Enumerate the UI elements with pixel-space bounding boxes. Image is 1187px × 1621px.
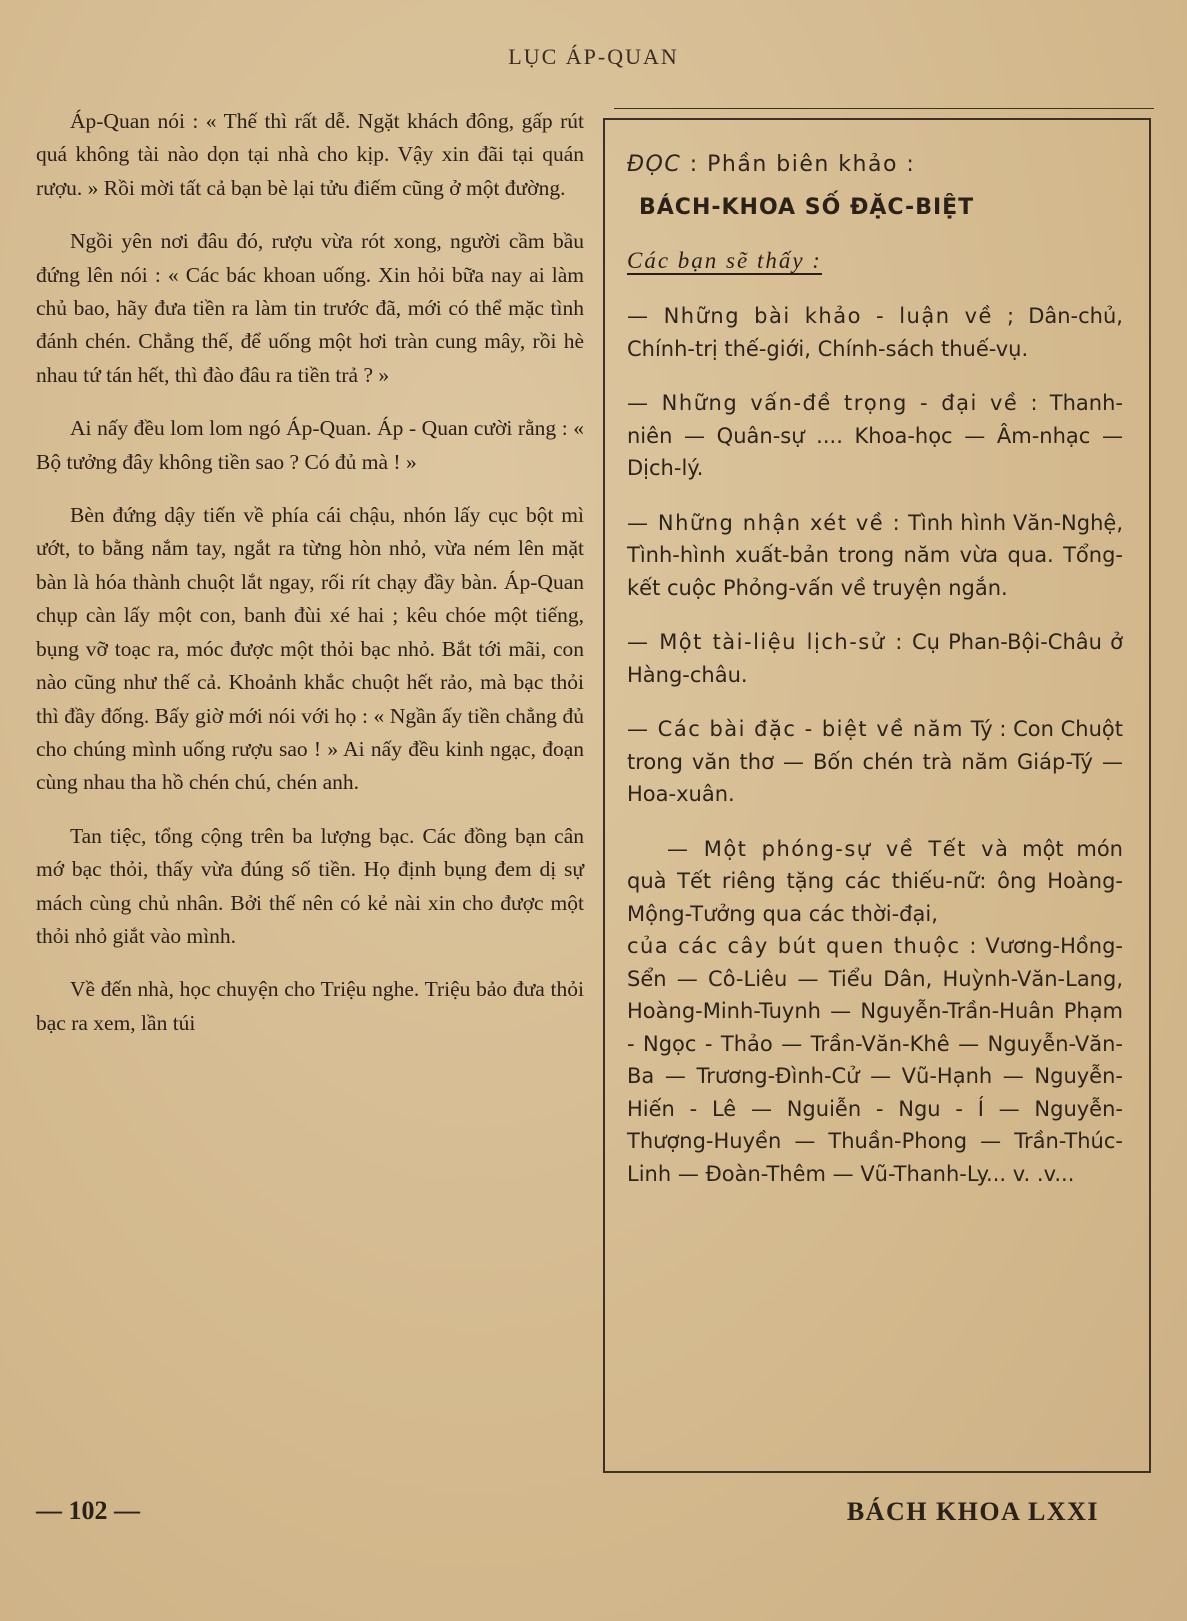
ad-item-text: Thanh-niên — Quân-sự .... Khoa-học — Âm-nhạc — Dịch-lý.	[627, 391, 1123, 480]
running-header: LỤC ÁP-QUAN	[508, 44, 679, 69]
magazine-issue: BÁCH KHOA LXXI	[846, 1497, 1099, 1526]
ad-item-lead: — Những vấn-đề trọng - đại về :	[627, 391, 1040, 415]
ad-item-text: Tý : Con Chuột trong văn thơ — Bốn chén trà năm Giáp-Tý — Hoa-xuân.	[627, 717, 1123, 806]
ad-subheading: Các bạn sẽ thấy :	[627, 248, 822, 273]
story-paragraph: Bèn đứng dậy tiến về phía cái chậu, nhón lấy cục bột mì ướt, to bằng nắm tay, ngắt ra từng hòn nhỏ, vừa ném lên mặt bàn là hóa thành chuột lắt ngay, rối rít chạy đầy bàn. Áp-Quan chụp càn lấy một con, banh đùi xé hai ; kêu chóe một tiếng, bụng vỡ toạc ra, móc được một thỏi bạc nhỏ. Bắt tới mãi, con nào cũng như thế cả. Khoảnh khắc chuột hết rảo, mà bạc thỏi thì đầy đống. Bấy giờ mới nói với họ : « Ngần ấy tiền chẳng đủ cho chúng mình uống rượu sao ! » Ai nấy đều kinh ngạc, đoạn cùng nhau tha hồ chén chú, chén anh.	[36, 503, 584, 795]
ad-read-prefix: ĐỌC	[627, 152, 682, 177]
ad-read-rest: : Phần biên khảo :	[681, 152, 916, 177]
ad-item-text: Cụ Phan-Bội-Châu ở Hàng-châu.	[627, 630, 1123, 687]
ad-read-line	[627, 152, 1123, 177]
story-paragraph: Tan tiệc, tổng cộng trên ba lượng bạc. Các đồng bạn cân mớ bạc thỏi, thấy vừa đúng số tiền. Họ định bụng đem dị sự mách cùng chủ nhân. Bởi thế nên có kẻ nài xin cho được một thỏi nhỏ giắt vào mình.	[36, 823, 584, 948]
ad-item-text: Vương-Hồng-Sển — Cô-Liêu — Tiểu Dân, Huỳnh-Văn-Lang, Hoàng-Minh-Tuynh — Nguyễn-Trần-Huân Phạm - Ngọc - Thảo — Trần-Văn-Khê — Nguyễn-Văn-Ba — Trương-Đình-Cử — Vũ-Hạnh — Nguyễn-Hiến - Lê — Nguiễn - Ngu - Í — Nguyễn-Thượng-Huyền — Thuần-Phong — Trần-Thúc-Linh — Đoàn-Thêm — Vũ-Thanh-Ly... v. .v...	[627, 934, 1123, 1186]
page-number: — 102 —	[36, 1496, 140, 1525]
ad-item-lead: — Những bài khảo - luận về ;	[627, 304, 1016, 328]
ad-title: BÁCH-KHOA SỐ ĐẶC-BIỆT	[639, 195, 975, 220]
ad-item-lead: — Các bài đặc - biệt về năm	[627, 717, 965, 741]
ad-item	[627, 300, 1123, 365]
ad-item	[627, 626, 1123, 691]
ad-item-text: Dân-chủ, Chính-trị thế-giới, Chính-sách thuế-vụ.	[627, 304, 1123, 361]
story-paragraph: Về đến nhà, học chuyện cho Triệu nghe. Triệu bảo đưa thỏi bạc ra xem, lần túi	[36, 977, 584, 1035]
ad-item	[627, 833, 1123, 931]
story-paragraph: Ngồi yên nơi đâu đó, rượu vừa rót xong, người cầm bầu đứng lên nói : « Các bác khoan uống. Xin hỏi bữa nay ai làm chủ bao, hãy đưa tiền ra làm tin trước đã, mới có thể mặc tình đánh chén. Chẳng thế, để uống một hơi tràn cung mây, rồi hè nhau tứ tán hết, thì đào đâu ra tiền trả ? »	[36, 229, 584, 387]
box-top-rule	[614, 108, 1154, 109]
ad-item-lead: — Những nhận xét về :	[627, 510, 902, 535]
ad-item-lead: — Một tài-liệu lịch-sử :	[627, 630, 904, 654]
story-paragraph: Áp-Quan nói : « Thế thì rất dễ. Ngặt khách đông, gấp rút quá không tài nào dọn tại nhà cho kịp. Vậy xin đãi tại quán rượu. » Rồi mời tất cả bạn bè lại tửu điếm cũng ở một đường.	[36, 109, 584, 200]
ad-item	[627, 507, 1123, 605]
story-column	[36, 105, 584, 1060]
ad-item-text: Tình hình Văn-Nghệ, Tình-hình xuất-bản trong năm vừa qua. Tổng-kết cuộc Phỏng-vấn về truyện ngắn.	[627, 510, 1124, 600]
ad-item-lead: — Một phóng-sự về Tết và	[667, 836, 1010, 861]
advertisement-box	[603, 118, 1151, 1473]
ad-item-text: một món quà Tết riêng tặng các thiếu-nữ: ông Hoàng-Mộng-Tưởng qua các thời-đại,	[627, 836, 1123, 926]
story-paragraph: Ai nấy đều lom lom ngó Áp-Quan. Áp - Quan cười rằng : « Bộ tưởng đây không tiền sao ? Có đủ mà ! »	[36, 416, 584, 474]
ad-item	[627, 387, 1123, 485]
ad-item	[627, 713, 1123, 811]
ad-item-lead: của các cây bút quen thuộc :	[627, 934, 978, 958]
ad-contributors	[627, 930, 1123, 1190]
